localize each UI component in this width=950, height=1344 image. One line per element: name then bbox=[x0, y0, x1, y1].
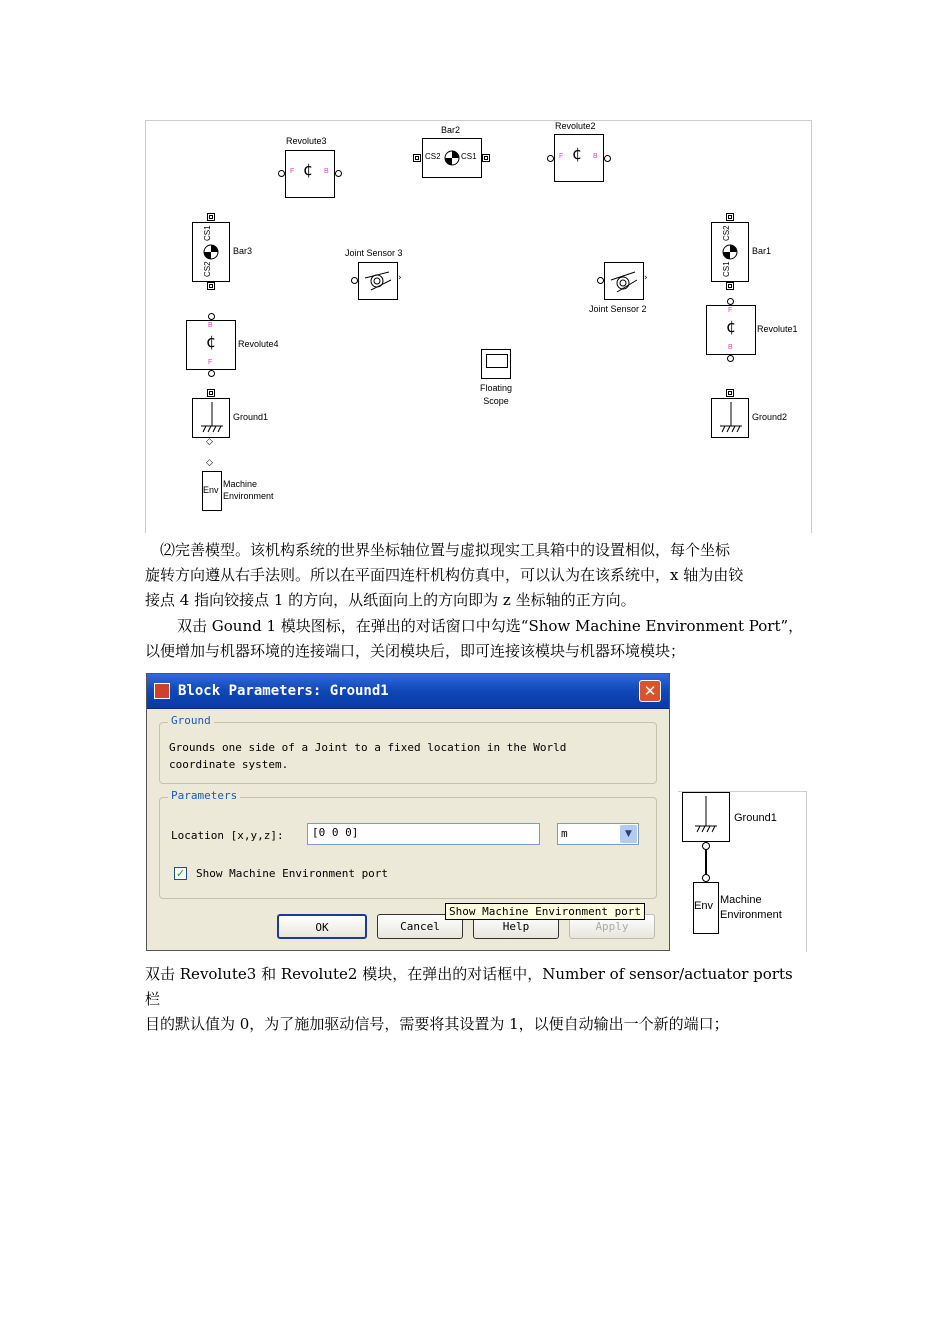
apply-button[interactable]: Apply bbox=[569, 914, 655, 939]
port-f-label: F bbox=[559, 153, 564, 160]
revolute1-port-bottom[interactable] bbox=[727, 355, 734, 362]
text-line: ⑵完善模型。该机构系统的世界坐标轴位置与虚拟现实工具箱中的设置相似，每个坐标 bbox=[160, 541, 731, 559]
body-icon bbox=[444, 150, 460, 166]
bar2-port-right[interactable] bbox=[482, 154, 490, 162]
dialog-title-bar[interactable] bbox=[147, 674, 669, 709]
bar1-port-top[interactable] bbox=[726, 213, 734, 221]
inset-ground1-block[interactable] bbox=[682, 792, 730, 842]
group-label-parameters: Parameters bbox=[168, 789, 240, 802]
machine-env-label-line2: Environment bbox=[223, 491, 274, 501]
revolute4-block[interactable] bbox=[186, 320, 236, 370]
joint-sensor3-block[interactable] bbox=[358, 262, 398, 300]
description-line: Grounds one side of a Joint to a fixed location in the World bbox=[169, 741, 567, 754]
joint-sensor2-block[interactable] bbox=[604, 262, 644, 300]
ground2-label: Ground2 bbox=[752, 412, 788, 422]
joint-sensor2-label: Joint Sensor 2 bbox=[589, 304, 647, 314]
bar2-block[interactable] bbox=[422, 138, 482, 178]
ground2-port-top[interactable] bbox=[726, 389, 734, 397]
bar1-port-bottom[interactable] bbox=[726, 282, 734, 290]
port-f-label: F bbox=[728, 307, 733, 314]
show-machine-env-checkbox[interactable]: ✓ bbox=[175, 867, 186, 880]
cancel-button[interactable]: Cancel bbox=[377, 914, 463, 939]
sensor-icon bbox=[609, 268, 639, 294]
cs2-label: CS2 bbox=[425, 152, 441, 161]
joint-sensor2-port[interactable] bbox=[597, 277, 604, 284]
output-arrow-icon: › bbox=[398, 273, 402, 283]
group-label-ground: Ground bbox=[168, 714, 214, 727]
ground-env-inset bbox=[678, 791, 807, 952]
chevron-down-icon[interactable]: ▼ bbox=[620, 825, 637, 843]
ground1-label: Ground1 bbox=[233, 412, 269, 422]
revolute3-port-right[interactable] bbox=[335, 170, 342, 177]
ground-icon bbox=[693, 796, 719, 836]
bar3-port-bottom[interactable] bbox=[207, 282, 215, 290]
port-f-label: F bbox=[208, 359, 213, 366]
ground-description bbox=[169, 739, 566, 773]
revolute1-label: Revolute1 bbox=[757, 324, 798, 334]
output-arrow-icon: › bbox=[644, 273, 648, 283]
bar1-block[interactable] bbox=[711, 222, 749, 282]
env-text: Env bbox=[694, 900, 713, 912]
revolute-joint-icon: ¢ bbox=[206, 332, 217, 351]
revolute4-port-bottom[interactable] bbox=[208, 370, 215, 377]
checkbox-label: Show Machine Environment port bbox=[196, 867, 389, 880]
tooltip: Show Machine Environment port bbox=[445, 903, 645, 920]
bar3-port-top[interactable] bbox=[207, 213, 215, 221]
floating-scope-label-line2: Scope bbox=[483, 396, 509, 406]
revolute-joint-icon: ¢ bbox=[726, 317, 737, 336]
cs1-label: CS1 bbox=[203, 225, 212, 241]
connector-dot[interactable] bbox=[702, 842, 710, 850]
parameters-group bbox=[159, 789, 657, 899]
dialog-title: Block Parameters: Ground1 bbox=[178, 683, 389, 699]
units-value: m bbox=[561, 827, 568, 840]
sensor-icon bbox=[363, 268, 393, 294]
ok-button[interactable]: OK bbox=[277, 914, 367, 939]
location-input[interactable]: [0 0 0] bbox=[307, 823, 540, 845]
machine-env-label-line1: Machine bbox=[223, 479, 258, 489]
revolute2-port-left[interactable] bbox=[547, 155, 554, 162]
env-port-icon[interactable]: ◇ bbox=[206, 437, 213, 447]
cs2-label: CS2 bbox=[722, 225, 731, 241]
revolute2-block[interactable] bbox=[554, 134, 604, 182]
cs1-label: CS1 bbox=[461, 152, 477, 161]
ground1-block[interactable] bbox=[192, 398, 230, 438]
bar3-label: Bar3 bbox=[233, 246, 253, 256]
close-icon[interactable]: ✕ bbox=[639, 680, 661, 702]
connector-dot[interactable] bbox=[702, 874, 710, 882]
simulink-app-icon bbox=[154, 683, 170, 699]
text-line: 接点 4 指向铰接点 1 的方向，从纸面向上的方向即为 z 坐标轴的正方向。 bbox=[145, 591, 636, 609]
env-text: Env bbox=[203, 485, 219, 495]
inset-env-block[interactable] bbox=[693, 882, 719, 934]
units-select[interactable] bbox=[557, 823, 639, 845]
description-line: coordinate system. bbox=[169, 758, 289, 771]
text-line: 双击 Gound 1 模块图标，在弹出的对话窗口中勾选“Show Machine Environment Port”， bbox=[177, 617, 804, 635]
scope-screen-icon bbox=[486, 354, 508, 368]
location-label: Location [x,y,z]: bbox=[171, 829, 284, 842]
cs2-label: CS2 bbox=[203, 261, 212, 277]
inset-machine-label-line1: Machine bbox=[720, 894, 762, 906]
revolute2-label: Revolute2 bbox=[555, 121, 596, 131]
revolute-joint-icon: ¢ bbox=[572, 144, 583, 163]
port-f-label: F bbox=[290, 168, 295, 175]
revolute2-port-right[interactable] bbox=[604, 155, 611, 162]
body-icon bbox=[203, 244, 219, 260]
inset-ground1-label: Ground1 bbox=[734, 812, 777, 824]
bar2-port-left[interactable] bbox=[413, 154, 421, 162]
revolute4-label: Revolute4 bbox=[238, 339, 279, 349]
joint-sensor3-label: Joint Sensor 3 bbox=[345, 248, 403, 258]
revolute3-port-left[interactable] bbox=[278, 170, 285, 177]
revolute1-port-top[interactable] bbox=[727, 298, 734, 305]
joint-sensor3-port[interactable] bbox=[351, 277, 358, 284]
cs1-label: CS1 bbox=[722, 261, 731, 277]
body-icon bbox=[722, 244, 738, 260]
port-b-label: B bbox=[593, 153, 598, 160]
bar1-label: Bar1 bbox=[752, 246, 772, 256]
text-line: 以便增加与机器环境的连接端口，关闭模块后，即可连接该模块与机器环境模块； bbox=[145, 642, 686, 660]
floating-scope-block[interactable] bbox=[481, 349, 511, 379]
revolute3-label: Revolute3 bbox=[286, 136, 327, 146]
bar3-block[interactable] bbox=[192, 222, 230, 282]
ground2-block[interactable] bbox=[711, 398, 749, 438]
help-button[interactable]: Help bbox=[473, 914, 559, 939]
inset-machine-label-line2: Environment bbox=[720, 909, 782, 921]
ground-icon bbox=[199, 402, 225, 434]
text-line: 目的默认值为 0，为了施加驱动信号，需要将其设置为 1，以便自动输出一个新的端口； bbox=[145, 1015, 729, 1033]
revolute4-port-top[interactable] bbox=[208, 313, 215, 320]
text-line: 旋转方向遵从右手法则。所以在平面四连杆机构仿真中，可以认为在该系统中，x 轴为由铰 bbox=[145, 566, 744, 584]
block-parameters-dialog bbox=[146, 673, 670, 951]
mechanism-block-diagram bbox=[145, 120, 812, 533]
ground1-port-top[interactable] bbox=[207, 389, 215, 397]
machine-environment-block[interactable] bbox=[202, 471, 222, 511]
ground-description-group bbox=[159, 714, 657, 784]
paragraph-improve-model bbox=[145, 538, 810, 613]
paragraph-revolute bbox=[145, 962, 810, 1037]
revolute-joint-icon: ¢ bbox=[303, 160, 314, 179]
bar2-label: Bar2 bbox=[441, 125, 461, 135]
floating-scope-label-line1: Floating bbox=[479, 383, 513, 393]
text-line: 双击 Revolute3 和 Revolute2 模块，在弹出的对话框中，Number of sensor/actuator ports 栏 bbox=[145, 965, 793, 1008]
revolute3-block[interactable] bbox=[285, 150, 335, 198]
paragraph-ground1 bbox=[145, 614, 810, 664]
revolute1-block[interactable] bbox=[706, 305, 756, 355]
port-b-label: B bbox=[208, 322, 213, 329]
ground-icon bbox=[718, 402, 744, 434]
port-b-label: B bbox=[324, 168, 329, 175]
port-b-label: B bbox=[728, 344, 733, 351]
env-port-icon[interactable]: ◇ bbox=[206, 458, 213, 468]
